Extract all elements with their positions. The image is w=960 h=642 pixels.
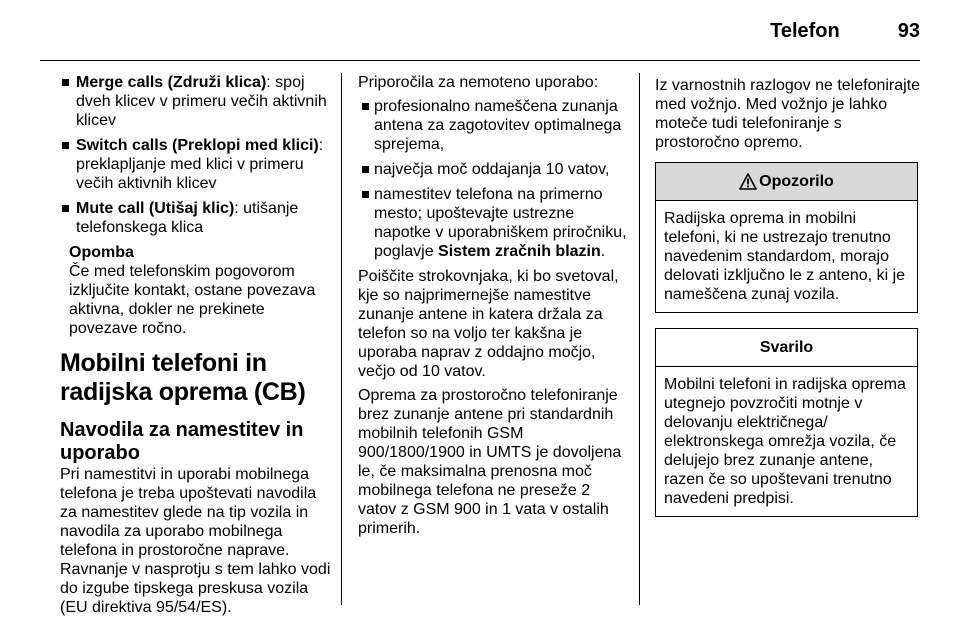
warning-triangle-icon <box>739 173 757 190</box>
option-term: Merge calls (Združi klica) <box>76 74 267 91</box>
column-right <box>655 76 922 517</box>
page-title: Telefon <box>770 20 840 42</box>
option-text: : utišanje telefonskega klica <box>76 200 299 236</box>
caution-box <box>655 328 918 517</box>
body-paragraph: Poiščite strokovnjaka, ki bo svetoval, kje so najprimernejše namestitve zunanje antene in katera držala za telefon so na voljo ter kakšna je uporaba naprav z oddajno močjo, večjo od 10 vatov. <box>358 268 619 380</box>
list-item <box>62 136 334 193</box>
warning-box <box>655 162 918 313</box>
note-title: Opomba <box>69 244 134 261</box>
list-item-text: namestitev telefona na primerno mesto; upoštevajte ustrezne napotke v uporabniškem priročniku, poglavje <box>374 186 627 260</box>
section-heading: Mobilni telefoni in radijska oprema (CB) <box>60 349 306 406</box>
option-term: Switch calls (Preklopi med klici) <box>76 137 319 154</box>
column-left <box>62 73 334 617</box>
subsection-heading: Navodila za namestitev in uporabo <box>60 419 304 464</box>
option-text: : spoj dveh klicev v primeru večih aktivnih klicev <box>76 74 327 129</box>
recommendations-list <box>358 97 628 261</box>
note-block <box>62 243 334 338</box>
cross-reference-link[interactable]: Sistem zračnih blazin <box>438 243 601 260</box>
list-item <box>62 199 334 237</box>
body-paragraph: Pri namestitvi in uporabi mobilnega telefona je treba upoštevati navodila za namestitev glede na tip vozila in navodila za uporabo mobilnega telefona in prostoročne naprave. Ravnanje v nasprotju s tem lahko vodi do izgube tipskega preskusa vozila (EU direktiva 95/54/ES). <box>60 466 331 616</box>
recommendations-intro: Priporočila za nemoteno uporabo: <box>358 74 599 91</box>
list-item: profesionalno nameščena zunanja antena za zagotovitev optimalnega sprejema, <box>358 97 628 154</box>
warning-title: Opozorilo <box>759 173 834 190</box>
caution-title: Svarilo <box>759 339 814 356</box>
list-item-end: . <box>600 243 606 260</box>
body-paragraph: Oprema za prostoročno telefoniranje brez zunanje antene pri standardnih mobilnih telefonih GSM 900/1800/1900 in UMTS je dovoljena le, če maksimalna prenosna moč mobilnega telefona ne preseže 2 vatov z GSM 900 in 1 vata v ostalih primerih. <box>358 387 622 537</box>
safety-intro: Iz varnostnih razlogov ne telefonirajte med vožnjo. Med vožnjo je lahko moteče tudi telefoniranje s prostoročno opremo. <box>655 77 921 151</box>
caution-text: Mobilni telefoni in radijska oprema utegnejo povzročiti motnje v delovanju električnega/ elektronskega omrežja vozila, če delujejo brez zunanje antene, razen če so upoštevani trenutno navedeni predpisi. <box>664 376 906 507</box>
caution-header <box>656 329 917 367</box>
list-item: največja moč oddajanja 10 vatov, <box>358 160 628 179</box>
header-rule <box>40 60 920 61</box>
page-number: 93 <box>897 20 920 42</box>
page-header <box>770 22 920 41</box>
option-term: Mute call (Utišaj klic) <box>76 200 235 217</box>
column-divider <box>341 73 342 605</box>
list-item <box>62 73 334 130</box>
warning-header <box>656 163 917 201</box>
note-text: Če med telefonskim pogovorom izključite kontakt, ostane povezava aktivna, dokler ne prekinete povezave ročno. <box>69 263 316 337</box>
option-text: : preklapljanje med klici v primeru večih aktivnih klicev <box>76 137 324 192</box>
column-middle <box>358 73 628 543</box>
warning-text: Radijska oprema in mobilni telefoni, ki ne ustrezajo trenutno navedenim standardom, morajo delovati izključno le z anteno, ki je nameščena zunaj vozila. <box>664 210 906 303</box>
list-item <box>358 185 628 261</box>
column-divider <box>639 73 640 605</box>
menu-options-list <box>62 73 334 237</box>
